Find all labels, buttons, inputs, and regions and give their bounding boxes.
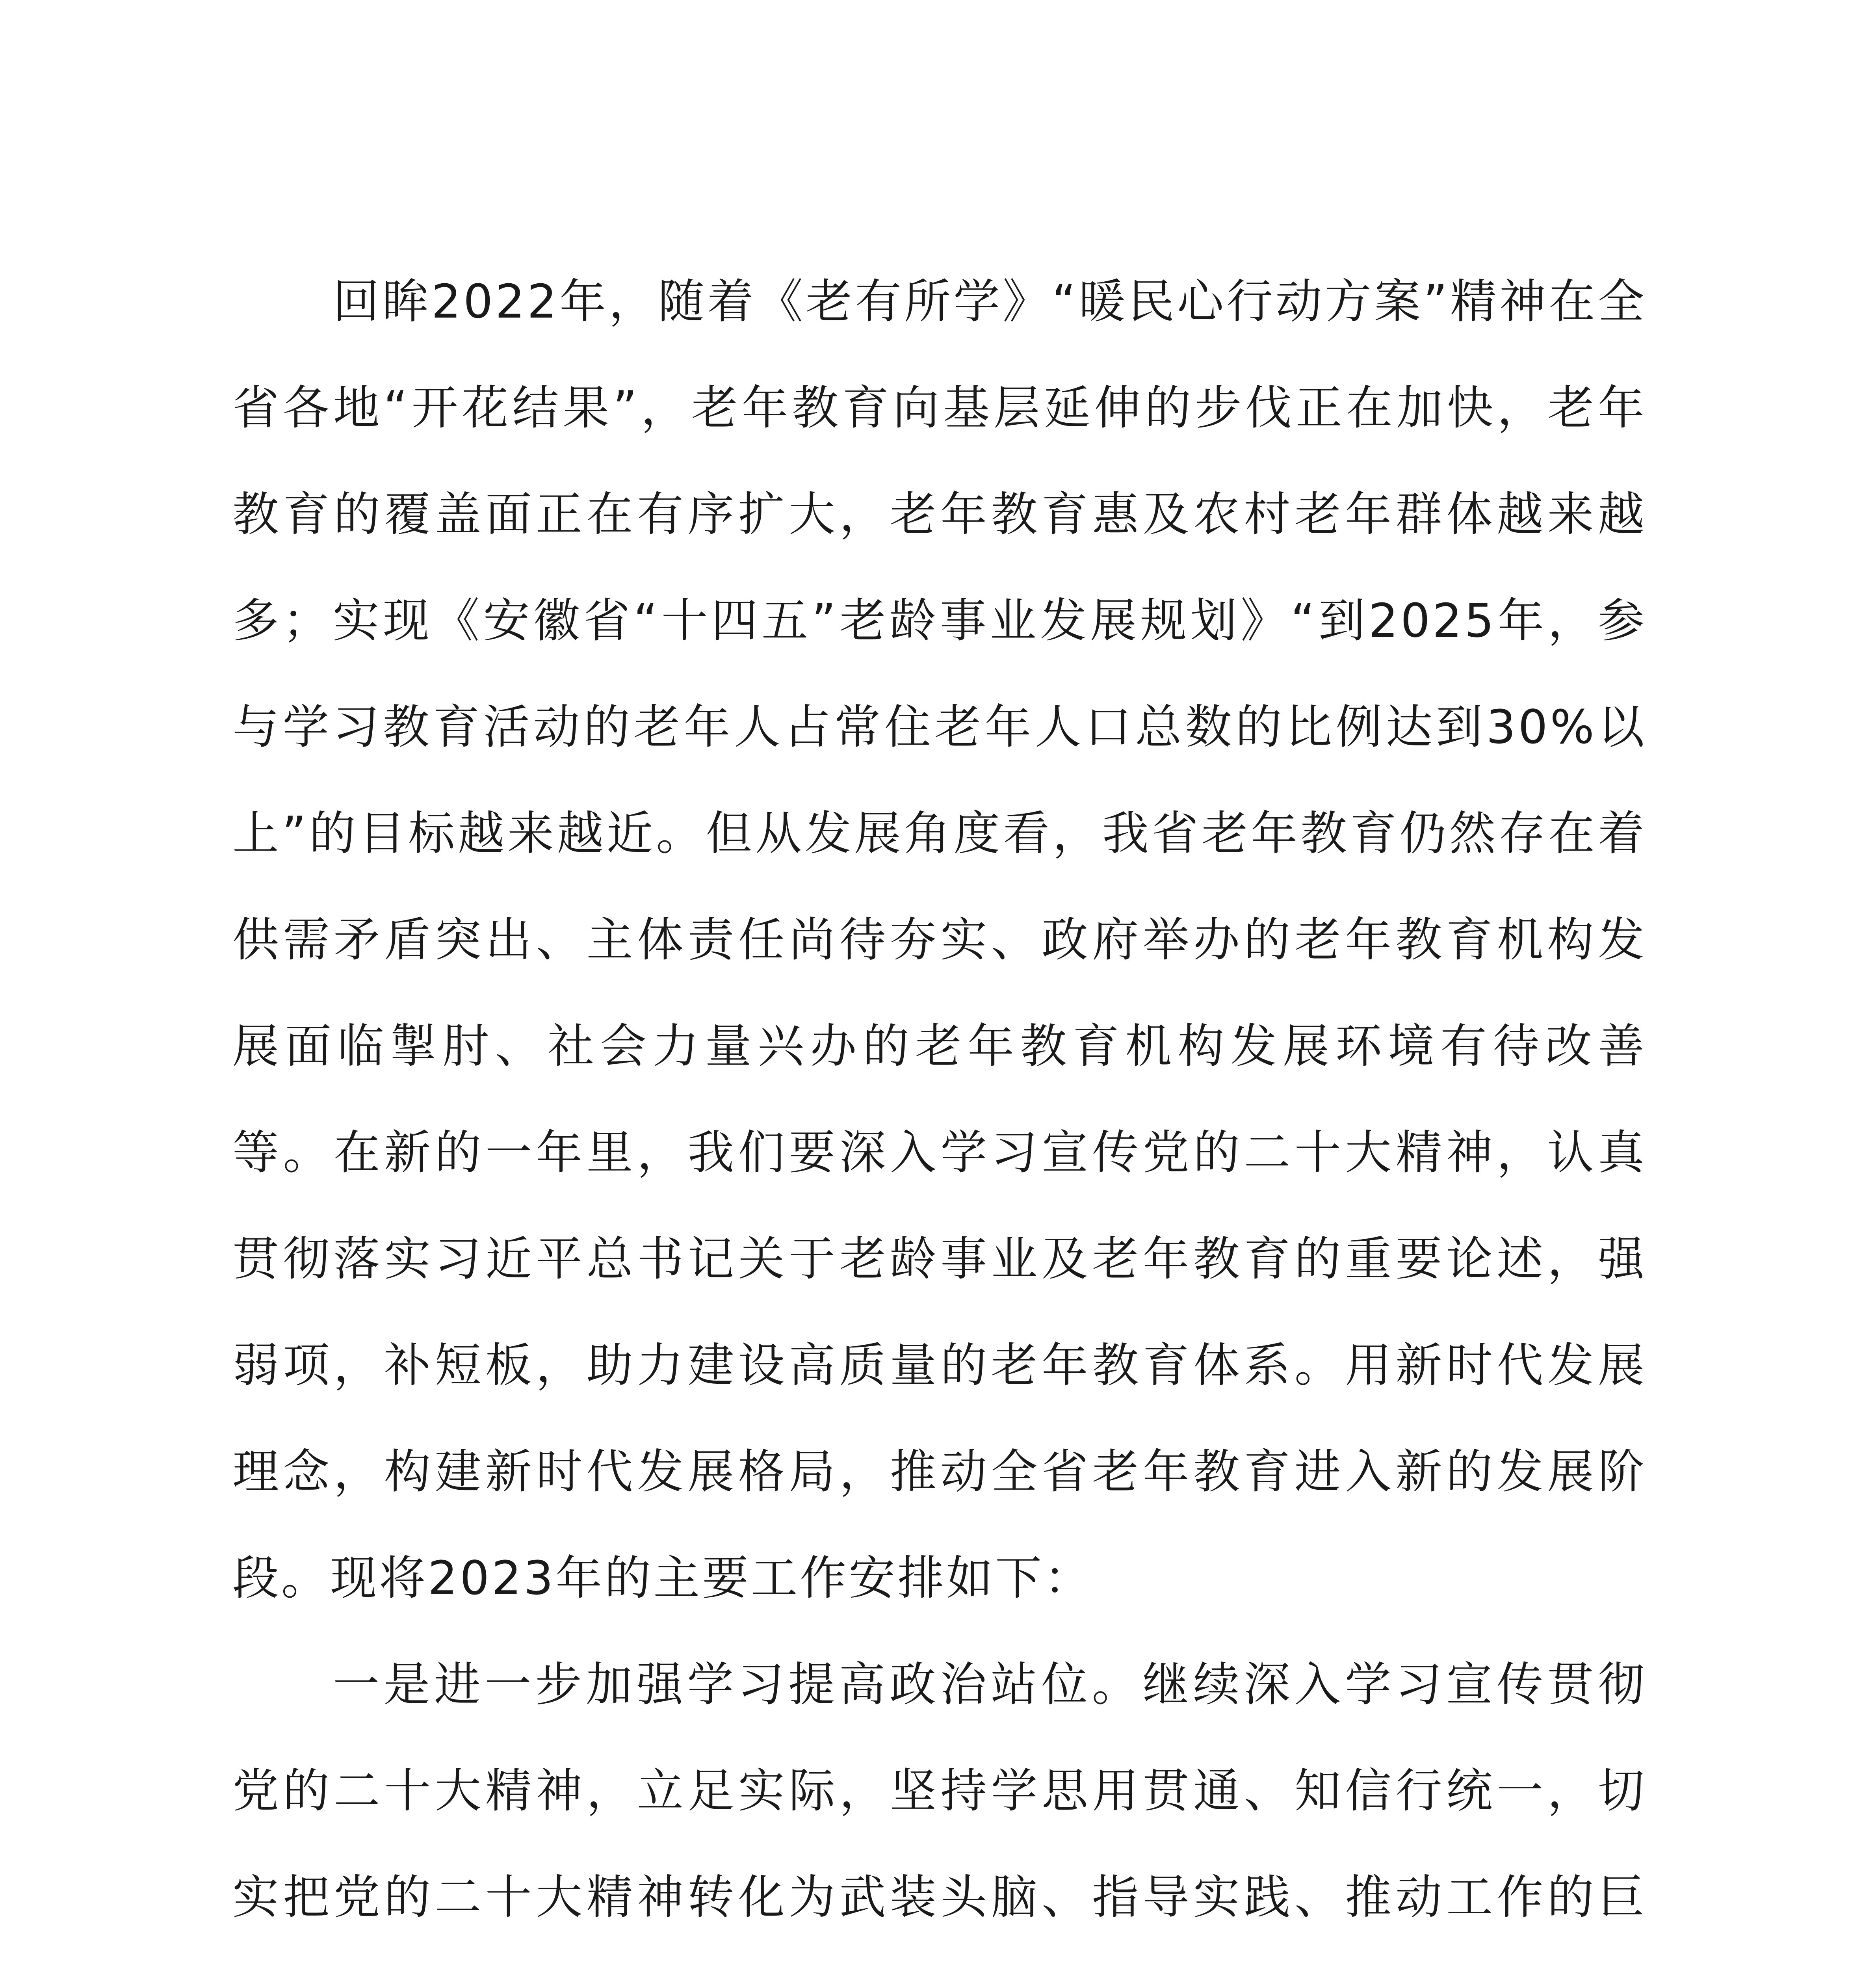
document-body xyxy=(232,248,1647,1970)
paragraph-review-2022: 回眸2022年，随着《老有所学》“暖民心行动方案”精神在全省各地“开花结果”，老年教育向基层延伸的步伐正在加快，老年教育的覆盖面正在有序扩大，老年教育惠及农村老年群体越来越多；实现《安徽省“十四五”老龄事业发展规划》“到2025年，参与学习教育活动的老年人占常住老年人口总数的比例达到30%以上”的目标越来越近。但从发展角度看，我省老年教育仍然存在着供需矛盾突出、主体责任尚待夯实、政府举办的老年教育机构发展面临掣肘、社会力量兴办的老年教育机构发展环境有待改善等。在新的一年里，我们要深入学习宣传党的二十大精神，认真贯彻落实习近平总书记关于老龄事业及老年教育的重要论述，强弱项，补短板，助力建设高质量的老年教育体系。用新时代发展理念，构建新时代发展格局，推动全省老年教育进入新的发展阶段。现将2023年的主要工作安排如下： xyxy=(232,274,1647,1605)
paragraph-task-one: 一是进一步加强学习提高政治站位。继续深入学习宣传贯彻党的二十大精神，立足实际，坚持学思用贯通、知信行统一，切实把党的二十大精神转化为武装头脑、指导实践、推动工作的巨 xyxy=(232,1657,1647,1924)
